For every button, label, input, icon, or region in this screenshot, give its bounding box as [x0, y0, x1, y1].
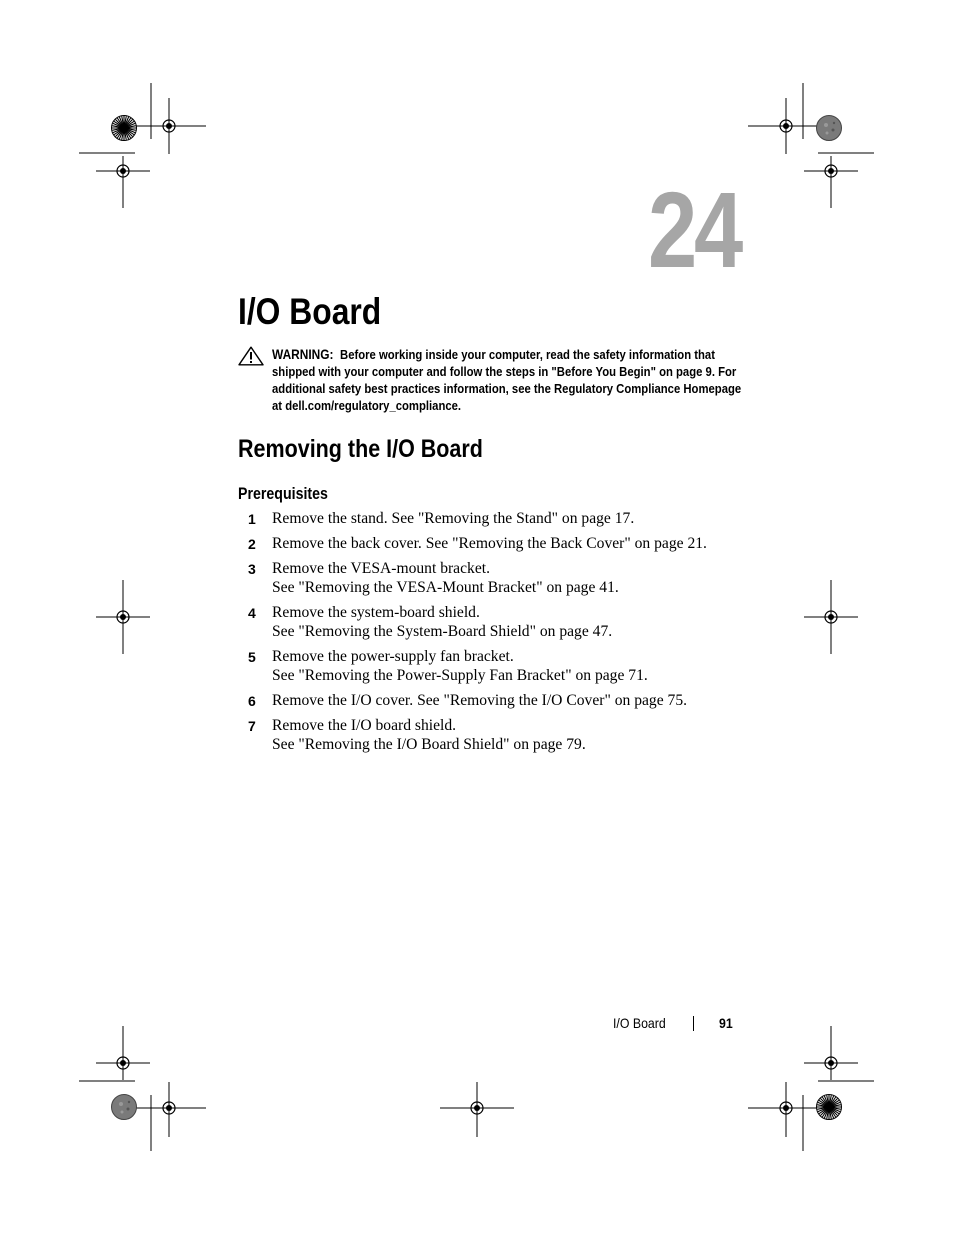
section-title: Removing the I/O Board — [238, 435, 483, 463]
list-item — [238, 691, 758, 710]
step-text: See "Removing the Power-Supply Fan Bracket" on page 71. — [272, 667, 648, 684]
step-text: See "Removing the System-Board Shield" on page 47. — [272, 623, 613, 640]
footer-chapter-title: I/O Board — [613, 1015, 666, 1031]
list-item — [238, 509, 758, 528]
list-item — [238, 534, 758, 553]
list-item — [238, 603, 758, 641]
step-text: See "Removing the I/O Board Shield" on page 79. — [272, 736, 586, 753]
warning-text-block — [272, 346, 748, 414]
chapter-title: I/O Board — [238, 291, 382, 332]
step-text: Remove the VESA-mount bracket. — [272, 560, 490, 577]
step-number: 6 — [248, 693, 256, 709]
list-item — [238, 716, 758, 754]
list-item — [238, 647, 758, 685]
prerequisites-list — [238, 509, 758, 760]
step-number: 3 — [248, 561, 256, 577]
step-number: 1 — [248, 511, 256, 527]
page-number: 91 — [719, 1015, 733, 1031]
step-text: See "Removing the VESA-Mount Bracket" on page 41. — [272, 579, 619, 596]
step-text: Remove the I/O cover. See "Removing the I/O Cover" on page 75. — [272, 692, 688, 709]
subsection-title: Prerequisites — [238, 485, 328, 503]
step-text: Remove the power-supply fan bracket. — [272, 648, 514, 665]
step-number: 5 — [248, 649, 256, 665]
step-text: Remove the I/O board shield. — [272, 717, 457, 734]
step-number: 7 — [248, 718, 256, 734]
list-item — [238, 559, 758, 597]
warning-label: WARNING: — [272, 346, 334, 362]
step-number: 4 — [248, 605, 256, 621]
step-text: Remove the stand. See "Removing the Stand" on page 17. — [272, 510, 635, 527]
warning-body: Before working inside your computer, read the safety information that shipped with your computer and follow the steps in "Before You Begin" on page 9. For additional safety best practices information, see the Regulatory Compliance Homepage at dell.com/regulatory_compliance. — [272, 347, 742, 413]
warning-triangle-icon — [238, 346, 264, 366]
chapter-number: 24 — [648, 169, 740, 290]
step-text: Remove the system-board shield. — [272, 604, 480, 621]
step-number: 2 — [248, 536, 256, 552]
footer-separator — [693, 1016, 694, 1031]
step-text: Remove the back cover. See "Removing the Back Cover" on page 21. — [272, 535, 707, 552]
